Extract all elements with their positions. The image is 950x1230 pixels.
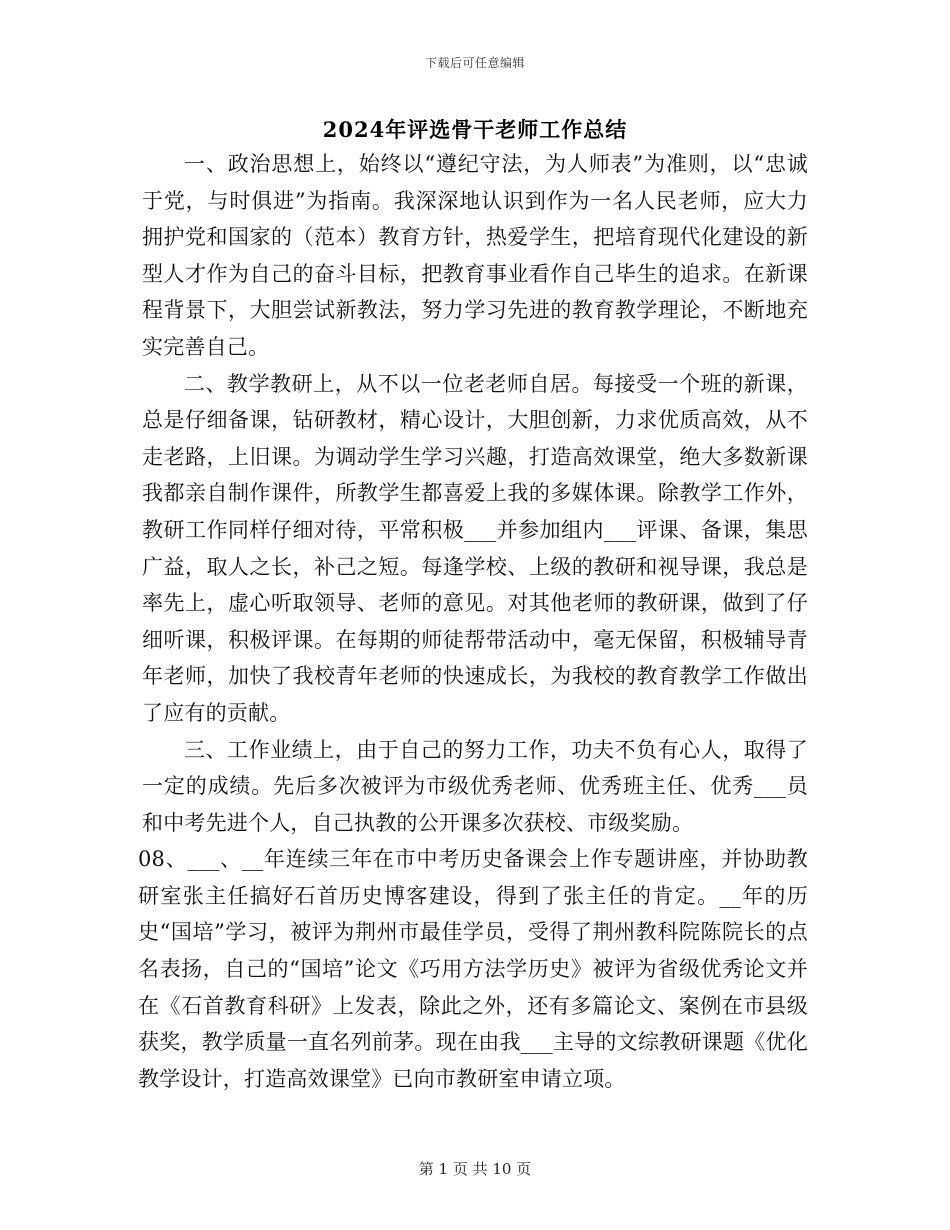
document-body [138,146,808,1097]
document-title: 2024年评选骨干老师工作总结 [322,117,628,142]
header-note: 下载后可任意编辑 [424,56,525,70]
paragraph-lectures: 08、___、__年连续三年在市中考历史备课会上作专题讲座，并协助教研室张主任搞好石首历史博客建设，得到了张主任的肯定。__年的历史“国培”学习，被评为荆州市最佳学员，受得了荆州教科院陈院长的点名表扬，自己的“国培”论文《巧用方法学历史》被评为省级优秀论文并在《石首教育科研》上发表，除此之外，还有多篇论文、案例在市县级获奖，教学质量一直名列前茅。现在由我___主导的文综教研课题《优化教学设计，打造高效课堂》已向市教研室申请立项。 [138,847,808,1091]
paragraph-achievements: 三、工作业绩上，由于自己的努力工作，功夫不负有心人，取得了一定的成绩。先后多次被评为市级优秀老师、优秀班主任、优秀___员和中考先进个人，自己执教的公开课多次获校、市级奖励。 [142,737,808,835]
paragraph-political: 一、政治思想上，始终以“遵纪守法，为人师表”为准则，以“忠诚于党，与时俱进”为指南。我深深地认识到作为一名人民老师，应大力拥护党和国家的（范本）教育方针，热爱学生，把培育现代化建设的新型人才作为自己的奋斗目标，把教育事业看作自己毕生的追求。在新课程背景下，大胆尝试新教法，努力学习先进的教育教学理论，不断地充实完善自己。 [142,152,808,359]
page-number: 第 1 页 共 10 页 [418,1160,532,1178]
paragraph-teaching: 二、教学教研上，从不以一位老老师自居。每接受一个班的新课，总是仔细备课，钻研教材，精心设计，大胆创新，力求优质高效，从不走老路，上旧课。为调动学生学习兴趣，打造高效课堂，绝大多数新课我都亲自制作课件，所教学生都喜爱上我的多媒体课。除教学工作外，教研工作同样仔细对待，平常积极___并参加组内___评课、备课，集思广益，取人之长，补己之短。每逢学校、上级的教研和视导课，我总是率先上，虚心听取领导、老师的意见。对其他老师的教研课，做到了仔细听课，积极评课。在每期的师徒帮带活动中，毫无保留，积极辅导青年老师，加快了我校青年老师的快速成长，为我校的教育教学工作做出了应有的贡献。 [142,371,808,725]
